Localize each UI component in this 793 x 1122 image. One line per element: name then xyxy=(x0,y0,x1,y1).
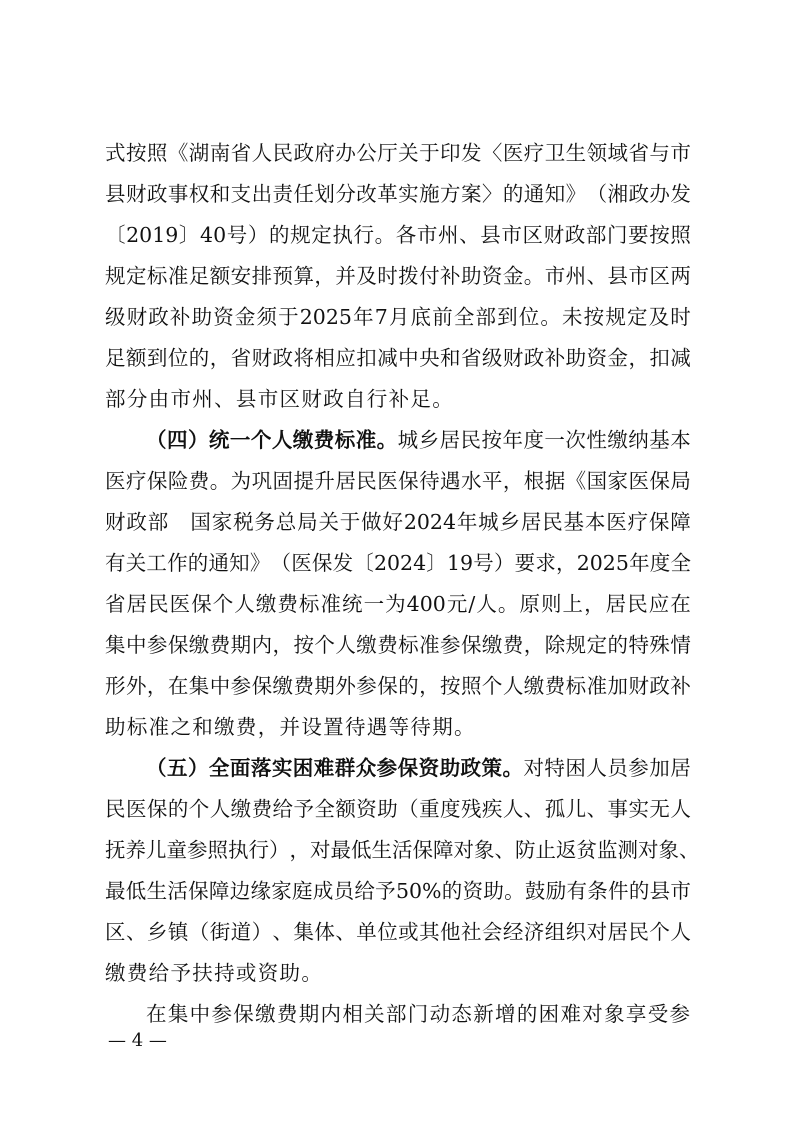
text-line: 省 居 民 医 保 个 人 缴 费 标 准 统 一 为 400 元 / 人 。 原 则 上 ， 居 民 应 在 xyxy=(105,592,691,616)
text-line: 集 中 参 保 缴 费 期 内 ， 按 个 人 缴 费 标 准 参 保 缴 费 ， 除 规 定 的 特 殊 情 xyxy=(105,633,691,657)
text-line: 民 医 保 的 个 人 缴 费 给 予 全 额 资 助 （ 重 度 残 疾 人 、 孤 儿 、 事 实 无 人 xyxy=(105,797,691,821)
paragraph xyxy=(105,133,691,420)
text-line: 医 疗 保 险 费 。 为 巩 固 提 升 居 民 医 保 待 遇 水 平 ， 根 据 《 国 家 医 保 局 xyxy=(105,469,691,493)
text-line: 有 关 工 作 的 通 知 》 （ 医 保 发 〔 2024 〕 19 号 ） 要 求 ， 2025 年 度 全 xyxy=(105,551,691,575)
text-line: 规 定 标 准 足 额 安 排 预 算 ， 并 及 时 拨 付 补 助 资 金 。 市 州 、 县 市 区 两 xyxy=(105,264,691,288)
text-line: 部 分 由 市 州 、 县 市 区 财 政 自 行 补 足 。 xyxy=(105,387,454,411)
paragraph xyxy=(105,994,691,1035)
text-line: 财 政 部 国 家 税 务 总 局 关 于 做 好 2024 年 城 乡 居 民 基 本 医 疗 保 障 xyxy=(105,510,691,534)
text-line: 在 集 中 参 保 缴 费 期 内 相 关 部 门 动 态 新 增 的 困 难 对 象 享 受 参 xyxy=(146,1002,692,1026)
text-line: 助 标 准 之 和 缴 费 ， 并 设 置 待 遇 等 待 期 。 xyxy=(105,715,476,739)
paragraph xyxy=(105,748,700,994)
text-line: 县 财 政 事 权 和 支 出 责 任 划 分 改 革 实 施 方 案 〉 的 通 知 》 （ 湘 政 办 发 xyxy=(105,182,691,206)
text-line: （ 四 ） 统 一 个 人 缴 费 标 准 。 城 乡 居 民 按 年 度 一 次 性 缴 纳 基 本 xyxy=(146,428,691,452)
text-line: 式 按 照 《 湖 南 省 人 民 政 府 办 公 厅 关 于 印 发 〈 医 疗 卫 生 领 域 省 与 市 xyxy=(105,141,691,165)
text-line: 级 财 政 补 助 资 金 须 于 2025 年 7 月 底 前 全 部 到 位 。 未 按 规 定 及 时 xyxy=(105,305,691,329)
text-line: （ 五 ） 全 面 落 实 困 难 群 众 参 保 资 助 政 策 。 对 特 困 人 员 参 加 居 xyxy=(146,756,691,780)
text-line: 缴 费 给 予 扶 持 或 资 助 。 xyxy=(105,961,324,985)
text-line: 足 额 到 位 的 ， 省 财 政 将 相 应 扣 减 中 央 和 省 级 财 政 补 助 资 金 ， 扣 减 xyxy=(105,346,691,370)
text-line: 〔 2019 〕 40 号 ） 的 规 定 执 行 。 各 市 州 、 县 市 区 财 政 部 门 要 按 照 xyxy=(105,223,691,247)
paragraph xyxy=(105,420,691,748)
text-line: 最 低 生 活 保 障 边 缘 家 庭 成 员 给 予 50% 的 资 助 。 鼓 励 有 条 件 的 县 市 xyxy=(105,879,691,903)
text-line: 抚 养 儿 童 参 照 执 行 ） ， 对 最 低 生 活 保 障 对 象 、 防 止 返 贫 监 测 对 象 、 xyxy=(105,838,700,862)
document-body xyxy=(105,133,700,1035)
text-line: 区 、 乡 镇 （ 街 道 ） 、 集 体 、 单 位 或 其 他 社 会 经 济 组 织 对 居 民 个 人 xyxy=(105,920,691,944)
page-number: — 4 — xyxy=(108,1030,167,1051)
text-line: 形 外 ， 在 集 中 参 保 缴 费 期 外 参 保 的 ， 按 照 个 人 缴 费 标 准 加 财 政 补 xyxy=(105,674,691,698)
